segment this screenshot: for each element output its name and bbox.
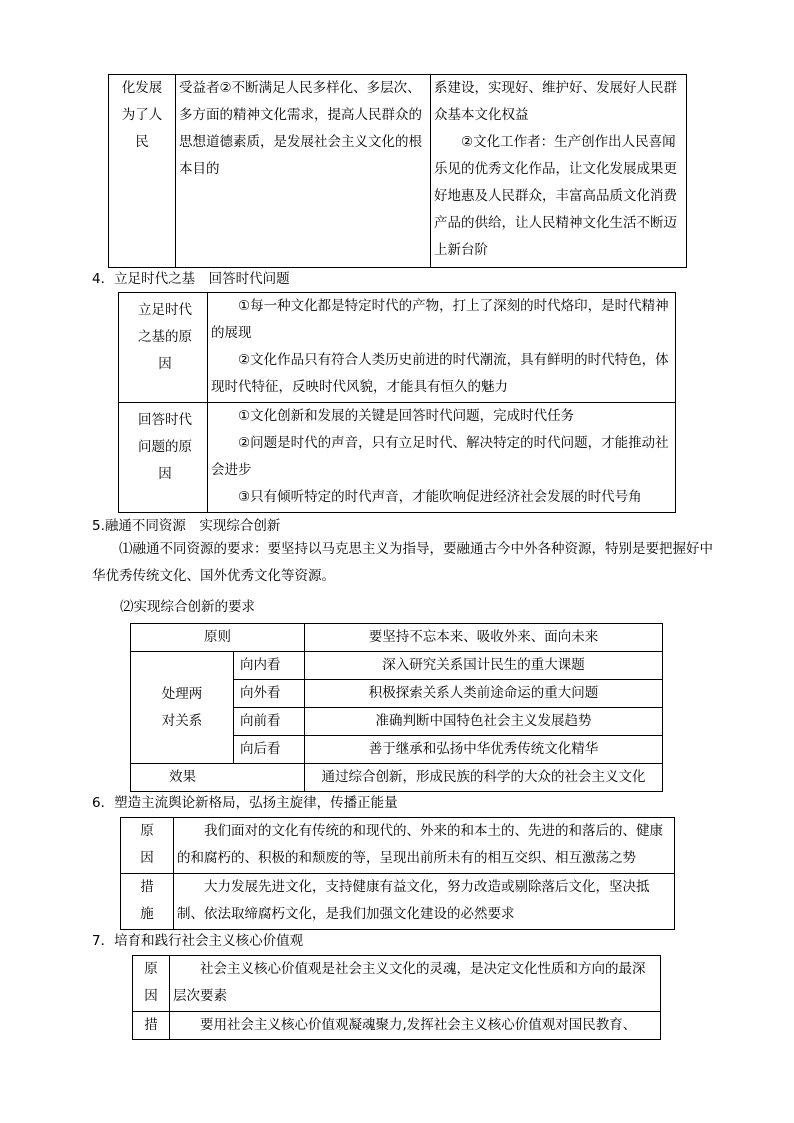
core-reason-cell <box>170 956 661 1012</box>
right-text-2: ②文化工作者：生产创作出人民喜闻乐见的优秀文化作品，让文化发展成果更好地惠及人民群众，丰富高品质文化消费产品的供给，让人民精神文化生活不断迈上新台阶 <box>434 134 677 258</box>
core-measure-label: 措 <box>144 1017 158 1033</box>
section-4-heading: 4．立足时代之基 回答时代问题 <box>92 271 290 287</box>
measure-label-cell <box>121 874 174 930</box>
relation-key-0: 向内看 <box>234 652 305 680</box>
measure-text: 大力发展先进文化，支持健康有益文化，努力改造或剔除落后文化，坚决抵制、依法取缔腐朽文化，是我们加强文化建设的必然要求 <box>177 879 650 922</box>
core-reason-label: 原因 <box>144 961 158 1004</box>
relation-key-1: 向外看 <box>234 680 305 708</box>
era-content-cell-1 <box>208 293 676 403</box>
relation-group-label: 处理两对关系 <box>161 685 203 729</box>
section-5-para-2: ⑵实现综合创新的要求 <box>120 599 255 615</box>
reason-cell <box>174 818 675 874</box>
relation-value-1: 积极探索关系人类前途命运的重大问题 <box>305 680 663 708</box>
reason-label: 原因 <box>140 823 154 866</box>
relation-value-2: 准确判断中国特色社会主义发展趋势 <box>305 708 663 736</box>
reason-label-cell <box>121 818 174 874</box>
core-values-table <box>132 955 661 1040</box>
public-opinion-table <box>120 817 675 930</box>
section-5-para-1: ⑴融通不同资源的要求：要坚持以马克思主义为指导，要融通古今中外各种资源，特别是要把握好中华优秀传统文化、国外优秀文化等资源。 <box>92 541 713 584</box>
core-measure-cell <box>170 1012 661 1040</box>
reason-text: 我们面对的文化有传统的和现代的、外来的和本土的、先进的和落后的、健康的和腐朽的、积极的和颓废的等，呈现出前所未有的相互交织、相互激荡之势 <box>177 823 663 866</box>
measure-label: 措施 <box>140 879 154 922</box>
era-row2-p2: ②问题是时代的声音，只有立足时代、解决特定的时代问题，才能推动社会进步 <box>211 435 669 478</box>
right-cell <box>431 75 687 268</box>
era-row1-p2: ②文化作品只有符合人类历史前进的时代潮流，具有鲜明的时代特色，体现时代特征，反映时代风貌，才能具有恒久的魅力 <box>211 352 669 395</box>
core-reason-text: 社会主义核心价值观是社会主义文化的灵魂，是决定文化性质和方向的最深层次要素 <box>173 961 646 1004</box>
principle-label: 原则 <box>131 624 305 652</box>
era-label-2: 回答时代问题的原因 <box>138 412 192 482</box>
era-table <box>118 292 676 513</box>
row-label-cell <box>109 75 176 268</box>
core-measure-label-cell <box>133 1012 170 1040</box>
relation-value-3: 善于继承和弘扬中华优秀传统文化精华 <box>305 736 663 764</box>
section-6-heading: 6．塑造主流舆论新格局，弘扬主旋律，传播正能量 <box>92 795 398 811</box>
core-reason-label-cell <box>133 956 170 1012</box>
section-7-heading: 7．培育和践行社会主义核心价值观 <box>92 933 304 949</box>
right-text-1: 系建设，实现好、维护好、发展好人民群众基本文化权益 <box>434 80 677 123</box>
relation-group-cell <box>131 652 234 764</box>
era-label-1: 立足时代之基的原因 <box>138 302 192 372</box>
row-label: 化发展为了人民 <box>121 80 163 150</box>
middle-text: 受益者②不断满足人民多样化、多层次、多方面的精神文化需求，提高人民群众的思想道德素质，是发展社会主义文化的根本目的 <box>179 80 422 177</box>
era-row2-p3: ③只有倾听特定的时代声音，才能吹响促进经济社会发展的时代号角 <box>238 489 642 505</box>
relation-value-0: 深入研究关系国计民生的重大课题 <box>305 652 663 680</box>
era-content-cell-2 <box>208 403 676 513</box>
relation-key-2: 向前看 <box>234 708 305 736</box>
era-row1-p1: ①每一种文化都是特定时代的产物，打上了深刻的时代烙印，是时代精神的展现 <box>211 298 669 341</box>
era-label-cell-1 <box>119 293 208 403</box>
middle-cell <box>176 75 431 268</box>
effect-label: 效果 <box>131 764 305 792</box>
era-row2-p1: ①文化创新和发展的关键是回答时代问题，完成时代任务 <box>238 408 575 424</box>
era-label-cell-2 <box>119 403 208 513</box>
relation-key-3: 向后看 <box>234 736 305 764</box>
measure-cell <box>174 874 675 930</box>
effect-value: 通过综合创新，形成民族的科学的大众的社会主义文化 <box>305 764 663 792</box>
innovation-table <box>130 623 663 792</box>
people-culture-table <box>108 74 687 268</box>
core-measure-text: 要用社会主义核心价值观凝魂聚力,发挥社会主义核心价值观对国民教育、 <box>200 1017 637 1033</box>
principle-value: 要坚持不忘本来、吸收外来、面向未来 <box>305 624 663 652</box>
section-5-heading: 5.融通不同资源 实现综合创新 <box>92 518 281 534</box>
